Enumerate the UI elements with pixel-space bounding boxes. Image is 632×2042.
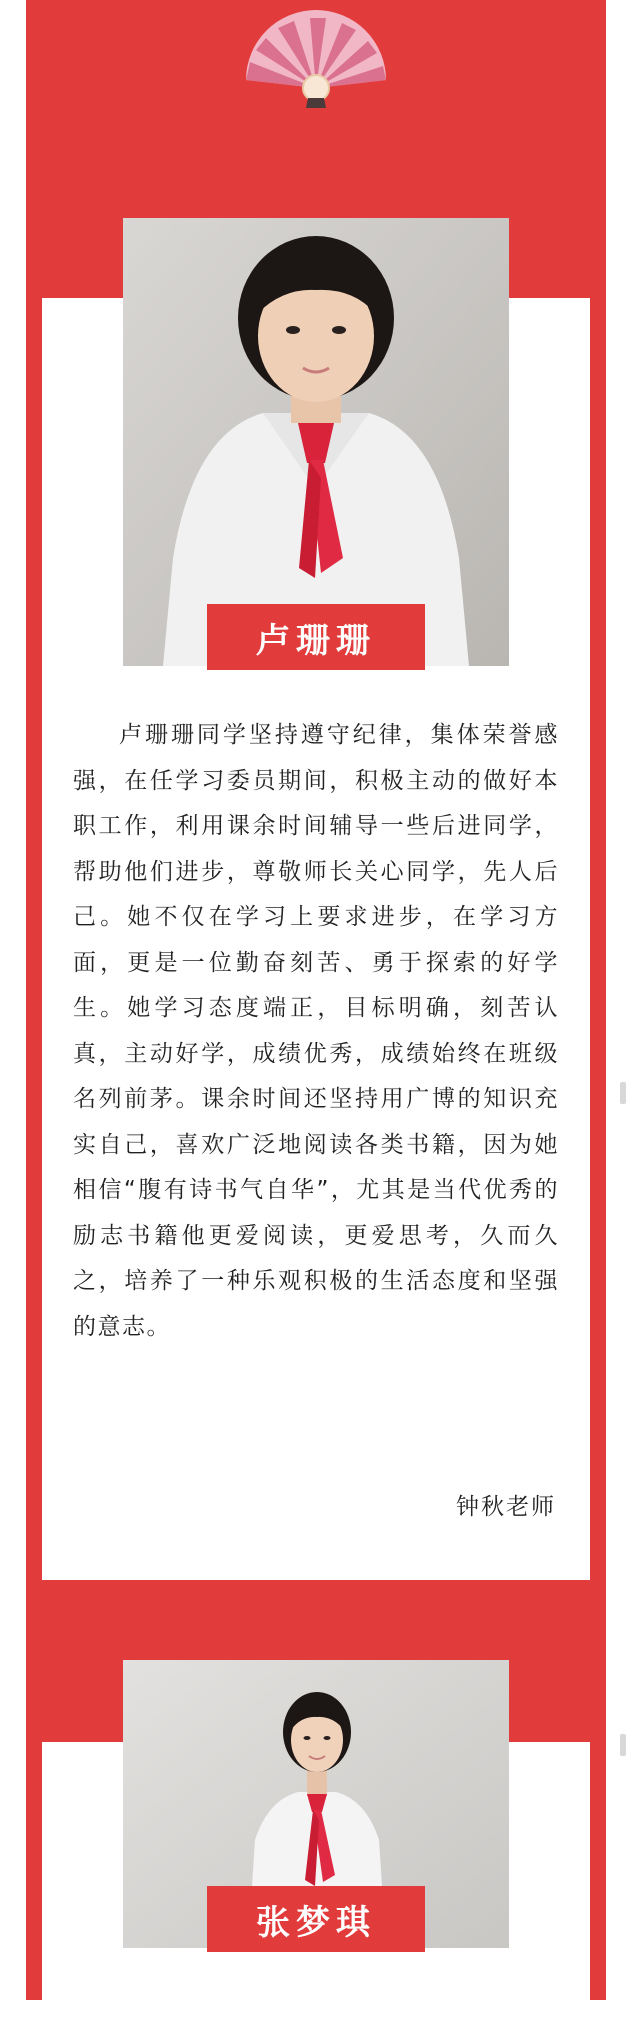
student-bio-text: 卢珊珊同学坚持遵守纪律，集体荣誉感强，在任学习委员期间，积极主动的做好本职工作，利用课余时间辅导一些后进同学，帮助他们进步，尊敬师长关心同学，先人后己。她不仅在学习上要求进步，在学习方面，更是一位勤奋刻苦、勇于探索的好学生。她学习态度端正，目标明确，刻苦认真，主动好学，成绩优秀，成绩始终在班级名列前茅。课余时间还坚持用广博的知识充实自己，喜欢广泛地阅读各类书籍，因为她相信“腹有诗书气自华”，尤其是当代优秀的励志书籍他更爱阅读，更爱思考，久而久之，培养了一种乐观积极的生活态度和坚强的意志。 (73, 722, 559, 1340)
page-right-margin (606, 0, 632, 2000)
student-name-tag: 卢珊珊 (207, 604, 425, 670)
scroll-marker (620, 1734, 626, 1756)
student-portrait-photo (123, 218, 509, 666)
scroll-marker (620, 1082, 626, 1104)
student-name-tag: 张梦琪 (207, 1886, 425, 1952)
teacher-signature: 钟秋老师 (456, 1494, 556, 1520)
folding-fan-icon (243, 8, 389, 108)
